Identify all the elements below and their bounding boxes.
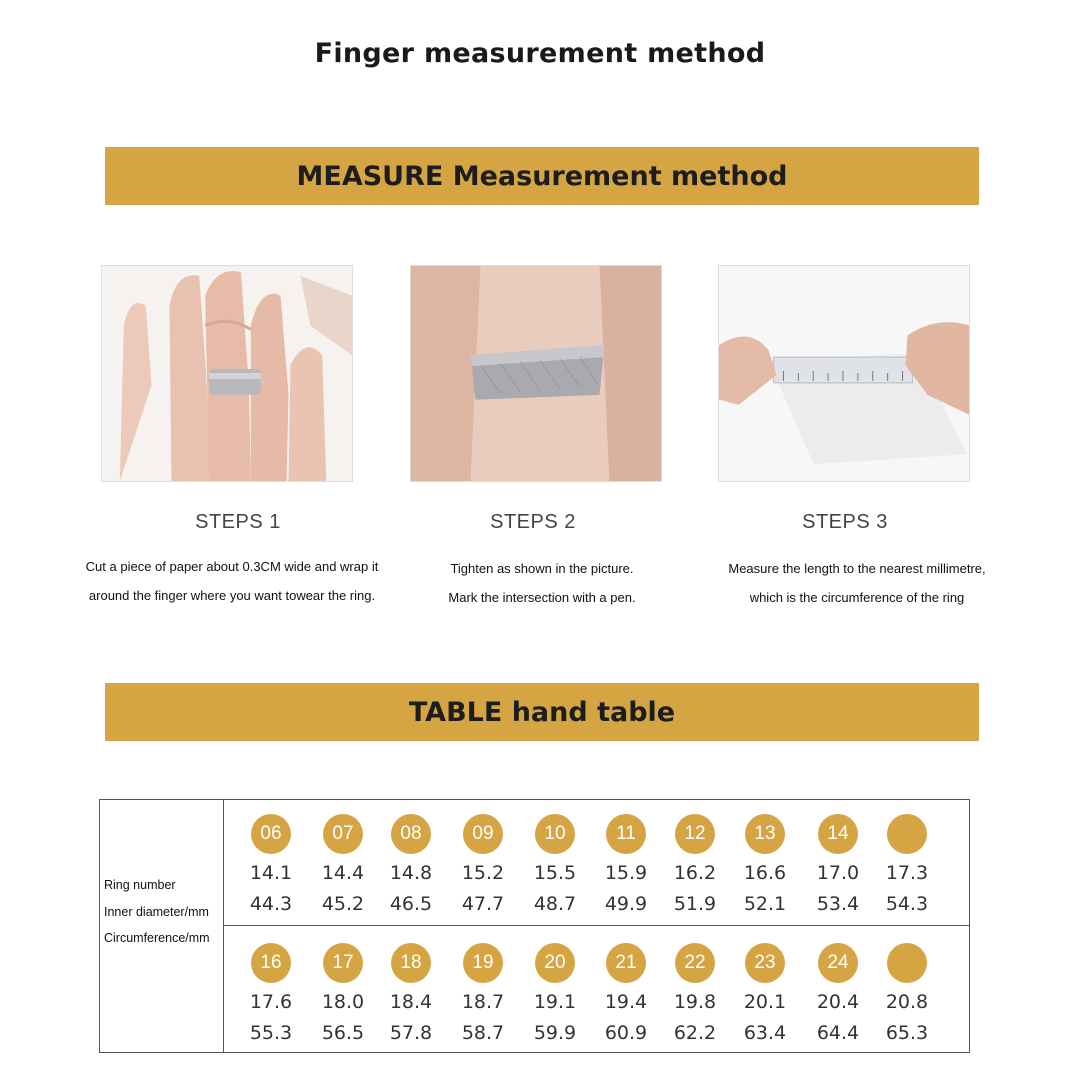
size-badge: 20: [535, 943, 575, 983]
inner-diameter-value: 20.8: [885, 991, 929, 1013]
size-badge: 09: [463, 814, 503, 854]
size-cell: [236, 943, 306, 1049]
inner-diameter-value: 19.1: [533, 991, 577, 1013]
circumference-value: 58.7: [461, 1022, 505, 1044]
size-cell: [520, 943, 590, 1049]
step-3-desc-line-2: which is the circumference of the ring: [749, 590, 965, 605]
circumference-value: 63.4: [743, 1022, 787, 1044]
size-badge: 14: [818, 814, 858, 854]
circumference-value: 54.3: [885, 893, 929, 915]
size-badge: 16: [251, 943, 291, 983]
size-cell: [308, 943, 378, 1049]
circumference-value: 44.3: [249, 893, 293, 915]
circumference-value: 60.9: [604, 1022, 648, 1044]
step-2-title: STEPS 2: [490, 511, 576, 533]
size-cell: [660, 943, 730, 1049]
size-badge: 22: [675, 943, 715, 983]
size-badge: 19: [463, 943, 503, 983]
size-badge: 06: [251, 814, 291, 854]
inner-diameter-value: 20.1: [743, 991, 787, 1013]
size-badge: 10: [535, 814, 575, 854]
size-cell: [872, 814, 942, 920]
size-cell: [872, 943, 942, 1049]
label-inner-diameter: Inner diameter/mm: [104, 904, 209, 919]
inner-diameter-value: 16.6: [743, 862, 787, 884]
size-cell: [730, 943, 800, 1049]
size-cell: [660, 814, 730, 920]
size-cell: [591, 814, 661, 920]
step-3-image: [718, 265, 970, 482]
step-2-image: [410, 265, 662, 482]
size-badge: 08: [391, 814, 431, 854]
size-badge: 07: [323, 814, 363, 854]
size-badge: 17: [323, 943, 363, 983]
inner-diameter-value: 14.4: [321, 862, 365, 884]
size-badge: [887, 943, 927, 983]
circumference-value: 51.9: [673, 893, 717, 915]
size-badge: 12: [675, 814, 715, 854]
size-cell: [376, 814, 446, 920]
step-1-description: [72, 552, 392, 610]
inner-diameter-value: 15.2: [461, 862, 505, 884]
measure-section-header: [105, 147, 979, 205]
step-2-description: [382, 554, 702, 612]
inner-diameter-value: 17.0: [816, 862, 860, 884]
table-divider-vertical: [223, 800, 224, 1052]
step-1-title: STEPS 1: [195, 511, 281, 533]
circumference-value: 62.2: [673, 1022, 717, 1044]
ring-size-table: [99, 799, 970, 1053]
inner-diameter-value: 17.6: [249, 991, 293, 1013]
table-divider-horizontal: [223, 925, 969, 926]
size-badge: [887, 814, 927, 854]
table-section-title: TABLE hand table: [408, 696, 676, 728]
size-cell: [591, 943, 661, 1049]
inner-diameter-value: 15.9: [604, 862, 648, 884]
step-3-description: [697, 554, 1017, 612]
size-badge: 23: [745, 943, 785, 983]
size-cell: [730, 814, 800, 920]
table-row-labels: [104, 872, 210, 952]
circumference-value: 47.7: [461, 893, 505, 915]
size-cell: [376, 943, 446, 1049]
inner-diameter-value: 14.1: [249, 862, 293, 884]
inner-diameter-value: 18.0: [321, 991, 365, 1013]
step-2-desc-line-2: Mark the intersection with a pen.: [448, 590, 636, 605]
circumference-value: 48.7: [533, 893, 577, 915]
size-badge: 18: [391, 943, 431, 983]
circumference-value: 46.5: [389, 893, 433, 915]
size-cell: [308, 814, 378, 920]
size-badge: 11: [606, 814, 646, 854]
inner-diameter-value: 15.5: [533, 862, 577, 884]
circumference-value: 45.2: [321, 893, 365, 915]
size-cell: [236, 814, 306, 920]
circumference-value: 65.3: [885, 1022, 929, 1044]
inner-diameter-value: 18.4: [389, 991, 433, 1013]
step-3-title: STEPS 3: [802, 511, 888, 533]
label-circumference: Circumference/mm: [104, 931, 210, 945]
circumference-value: 49.9: [604, 893, 648, 915]
measure-section-title: MEASURE Measurement method: [296, 160, 788, 192]
table-section-header: [105, 683, 979, 741]
circumference-value: 53.4: [816, 893, 860, 915]
page-title: Finger measurement method: [314, 38, 766, 69]
circumference-value: 55.3: [249, 1022, 293, 1044]
inner-diameter-value: 16.2: [673, 862, 717, 884]
size-cell: [520, 814, 590, 920]
size-cell: [803, 814, 873, 920]
size-badge: 13: [745, 814, 785, 854]
step-1-desc-line-2: around the finger where you want towear the ring.: [88, 588, 376, 603]
size-cell: [448, 814, 518, 920]
step-2-desc-line-1: Tighten as shown in the picture.: [450, 561, 634, 576]
circumference-value: 52.1: [743, 893, 787, 915]
size-badge: 24: [818, 943, 858, 983]
inner-diameter-value: 18.7: [461, 991, 505, 1013]
inner-diameter-value: 20.4: [816, 991, 860, 1013]
step-3-desc-line-1: Measure the length to the nearest millimetre,: [728, 561, 986, 576]
step-1-desc-line-1: Cut a piece of paper about 0.3CM wide and wrap it: [85, 559, 379, 574]
circumference-value: 56.5: [321, 1022, 365, 1044]
label-ring-number: Ring number: [104, 878, 176, 892]
size-cell: [803, 943, 873, 1049]
size-badge: 21: [606, 943, 646, 983]
circumference-value: 59.9: [533, 1022, 577, 1044]
step-1-image: [101, 265, 353, 482]
circumference-value: 57.8: [389, 1022, 433, 1044]
inner-diameter-value: 19.8: [673, 991, 717, 1013]
inner-diameter-value: 19.4: [604, 991, 648, 1013]
inner-diameter-value: 14.8: [389, 862, 433, 884]
circumference-value: 64.4: [816, 1022, 860, 1044]
size-cell: [448, 943, 518, 1049]
inner-diameter-value: 17.3: [885, 862, 929, 884]
